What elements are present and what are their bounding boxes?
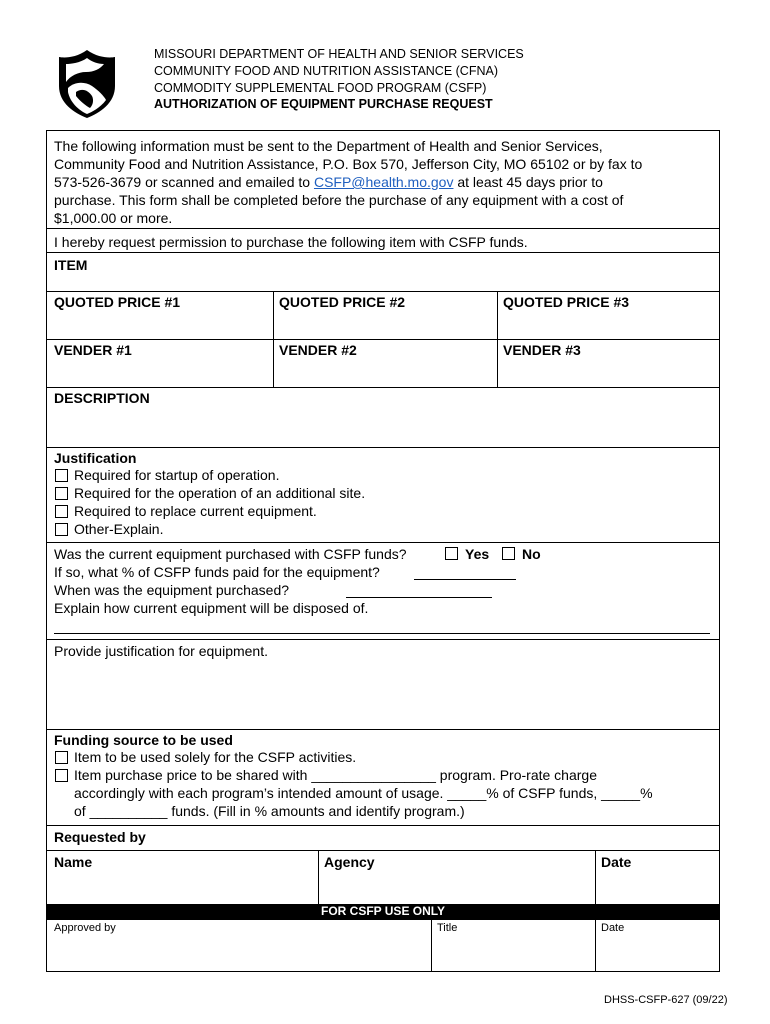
- justification-replace-checkbox[interactable]: [55, 505, 68, 518]
- purchase-date-field[interactable]: [346, 597, 492, 598]
- csfp-percent-question: If so, what % of CSFP funds paid for the equipment?: [54, 564, 380, 580]
- provide-justification-label: Provide justification for equipment.: [54, 643, 268, 659]
- request-statement: I hereby request permission to purchase the following item with CSFP funds.: [54, 234, 528, 250]
- requester-date-field[interactable]: [596, 851, 719, 904]
- division-name: COMMUNITY FOOD AND NUTRITION ASSISTANCE (CFNA): [154, 64, 498, 78]
- vender-2-label: VENDER #2: [279, 342, 357, 358]
- funding-shared-line-1: Item purchase price to be shared with ________________ program. Pro-rate charge: [74, 767, 597, 783]
- csfp-funds-no-checkbox[interactable]: [502, 547, 515, 560]
- item-field[interactable]: [47, 253, 719, 291]
- justification-startup-checkbox[interactable]: [55, 469, 68, 482]
- approver-title-label: Title: [437, 922, 458, 934]
- dhss-shield-logo-icon: [56, 48, 118, 120]
- intro-line-3: [54, 173, 603, 191]
- justification-title: Justification: [54, 450, 137, 466]
- justification-additional-site-label: Required for the operation of an additional site.: [74, 485, 366, 501]
- justification-startup-label: Required for startup of operation.: [74, 467, 280, 483]
- vender-1-field[interactable]: [47, 340, 273, 387]
- quoted-price-3-label: QUOTED PRICE #3: [503, 294, 630, 310]
- approval-date-label: Date: [601, 922, 625, 934]
- intro-line-5: $1,000.00 or more.: [54, 210, 173, 226]
- disposal-question: Explain how current equipment will be disposed of.: [54, 600, 369, 616]
- intro-line-3-text: 573-526-3679 or scanned and emailed to: [54, 174, 314, 190]
- requester-date-label: Date: [601, 854, 632, 870]
- quoted-price-3-field[interactable]: [498, 292, 719, 339]
- intro-line-1: The following information must be sent to the Department of Health and Senior Services,: [54, 138, 603, 154]
- vender-1-label: VENDER #1: [54, 342, 132, 358]
- vender-3-field[interactable]: [498, 340, 719, 387]
- quoted-price-2-label: QUOTED PRICE #2: [279, 294, 406, 310]
- justification-other-label: Other-Explain.: [74, 521, 164, 537]
- justification-other-checkbox[interactable]: [55, 523, 68, 536]
- vender-2-field[interactable]: [274, 340, 497, 387]
- item-label: ITEM: [54, 257, 88, 273]
- csfp-funds-no-label: No: [522, 546, 541, 562]
- intro-line-4: purchase. This form shall be completed before the purchase of any equipment with a cost of: [54, 192, 624, 208]
- request-form: [46, 130, 720, 972]
- csfp-percent-field[interactable]: [414, 579, 516, 580]
- csfp-funds-question: Was the current equipment purchased with CSFP funds?: [54, 546, 407, 562]
- form-number: DHSS-CSFP-627 (09/22): [604, 994, 728, 1006]
- csfp-funds-yes-label: Yes: [465, 546, 490, 562]
- approved-by-label: Approved by: [54, 922, 116, 934]
- form-title: AUTHORIZATION OF EQUIPMENT PURCHASE REQUEST: [154, 97, 493, 111]
- purchase-date-question: When was the equipment purchased?: [54, 582, 290, 598]
- justification-replace-label: Required to replace current equipment.: [74, 503, 317, 519]
- csfp-use-only-bar: FOR CSFP USE ONLY: [47, 904, 719, 920]
- funding-shared-checkbox[interactable]: [55, 769, 68, 782]
- quoted-price-2-field[interactable]: [274, 292, 497, 339]
- description-label: DESCRIPTION: [54, 390, 150, 406]
- email-link[interactable]: CSFP@health.mo.gov: [313, 174, 454, 190]
- requester-name-label: Name: [54, 854, 93, 870]
- funding-solely-csfp-label: Item to be used solely for the CSFP activities.: [74, 749, 357, 765]
- requester-agency-field[interactable]: [319, 851, 595, 904]
- csfp-funds-yes-checkbox[interactable]: [445, 547, 458, 560]
- intro-line-2: Community Food and Nutrition Assistance, P.O. Box 570, Jefferson City, MO 65102 or by fax to: [54, 156, 643, 172]
- quoted-price-1-label: QUOTED PRICE #1: [54, 294, 181, 310]
- funding-shared-line-2: accordingly with each program’s intended amount of usage. _____% of CSFP funds, _____%: [74, 785, 653, 801]
- requested-by-title: Requested by: [54, 829, 146, 845]
- approval-date-field[interactable]: [596, 921, 719, 971]
- funding-shared-line-3: of __________ funds. (Fill in % amounts and identify program.): [74, 803, 465, 819]
- program-name: COMMODITY SUPPLEMENTAL FOOD PROGRAM (CSFP): [154, 81, 487, 95]
- requester-agency-label: Agency: [324, 854, 375, 870]
- agency-name: MISSOURI DEPARTMENT OF HEALTH AND SENIOR SERVICES: [154, 47, 524, 61]
- description-field[interactable]: [47, 388, 719, 447]
- funding-source-title: Funding source to be used: [54, 732, 233, 748]
- approver-title-field[interactable]: [432, 921, 595, 971]
- disposal-field[interactable]: [54, 633, 710, 634]
- funding-solely-csfp-checkbox[interactable]: [55, 751, 68, 764]
- requester-name-field[interactable]: [47, 851, 318, 904]
- vender-3-label: VENDER #3: [503, 342, 581, 358]
- provide-justification-field[interactable]: [47, 640, 719, 729]
- justification-additional-site-checkbox[interactable]: [55, 487, 68, 500]
- intro-line-3-rest: at least 45 days prior to: [453, 174, 603, 190]
- quoted-price-1-field[interactable]: [47, 292, 273, 339]
- approved-by-field[interactable]: [47, 921, 431, 971]
